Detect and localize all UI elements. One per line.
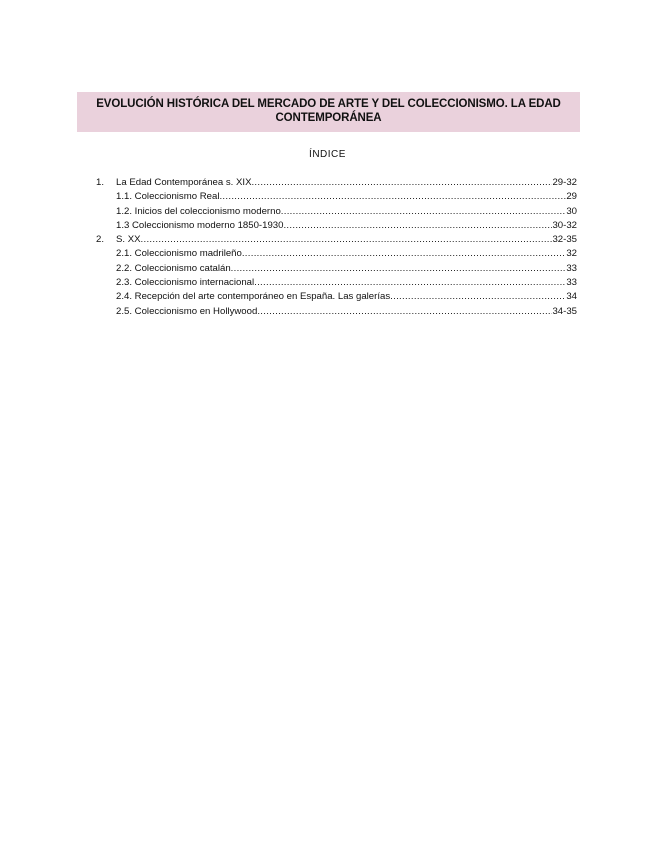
toc-entry[interactable] <box>96 176 577 190</box>
toc-entry-label: S. XX <box>116 234 141 246</box>
toc-entry-label: 1.3 Coleccionismo moderno 1850-1930 <box>116 219 284 231</box>
document-title-banner <box>77 92 580 132</box>
toc-entry[interactable] <box>96 276 577 290</box>
toc-entry[interactable] <box>96 190 577 204</box>
toc-entry-page: 33 <box>566 262 577 274</box>
toc-dot-leader <box>390 290 566 304</box>
index-heading: ÍNDICE <box>309 149 346 160</box>
toc-entry[interactable] <box>96 247 577 261</box>
toc-entry-page: 34-35 <box>552 305 577 317</box>
toc-dot-leader <box>231 262 567 276</box>
document-title: EVOLUCIÓN HISTÓRICA DEL MERCADO DE ARTE Y DEL COLECCIONISMO. LA EDAD CONTEMPORÁNEA <box>96 98 561 124</box>
toc-entry-label: La Edad Contemporánea s. XIX <box>116 177 252 188</box>
toc-entry[interactable] <box>96 305 577 319</box>
toc-entry-label: 2.3. Coleccionismo internacional <box>116 277 255 289</box>
toc-entry-page: 32 <box>566 248 577 260</box>
toc-entry-page: 30-32 <box>552 219 577 231</box>
toc-entry[interactable] <box>96 233 577 247</box>
toc-dot-leader <box>219 190 566 204</box>
toc-entry[interactable] <box>96 219 577 233</box>
toc-entry-page: 30 <box>566 205 577 217</box>
toc-entry-label: 2.5. Coleccionismo en Hollywood <box>116 305 258 317</box>
toc-entry-label: 1.1. Coleccionismo Real <box>116 191 220 203</box>
toc-entry-page: 29 <box>566 191 577 203</box>
toc-dot-leader <box>281 205 567 219</box>
toc-dot-leader <box>257 305 552 319</box>
toc-dot-leader <box>251 176 552 190</box>
toc-dot-leader <box>254 276 566 290</box>
toc-entry[interactable] <box>96 205 577 219</box>
toc-entry-label: 1.2. Inicios del coleccionismo moderno <box>116 205 281 217</box>
toc-entry-page: 32-35 <box>552 234 577 246</box>
toc-entry-page: 33 <box>566 277 577 289</box>
toc-entry-number: 2. <box>96 234 105 246</box>
toc-dot-leader <box>242 247 566 261</box>
toc-dot-leader <box>283 219 552 233</box>
toc-entry[interactable] <box>96 290 577 304</box>
toc-entry-label: 2.4. Recepción del arte contemporáneo en España. Las galerías <box>116 291 391 303</box>
toc-entry-page: 29-32 <box>552 177 577 188</box>
table-of-contents <box>96 176 577 319</box>
toc-entry-label: 2.1. Coleccionismo madrileño <box>116 248 242 260</box>
toc-dot-leader <box>141 233 553 247</box>
toc-entry-page: 34 <box>566 291 577 303</box>
toc-entry-label: 2.2. Coleccionismo catalán <box>116 262 231 274</box>
toc-entry[interactable] <box>96 262 577 276</box>
toc-entry-number: 1. <box>96 177 105 188</box>
